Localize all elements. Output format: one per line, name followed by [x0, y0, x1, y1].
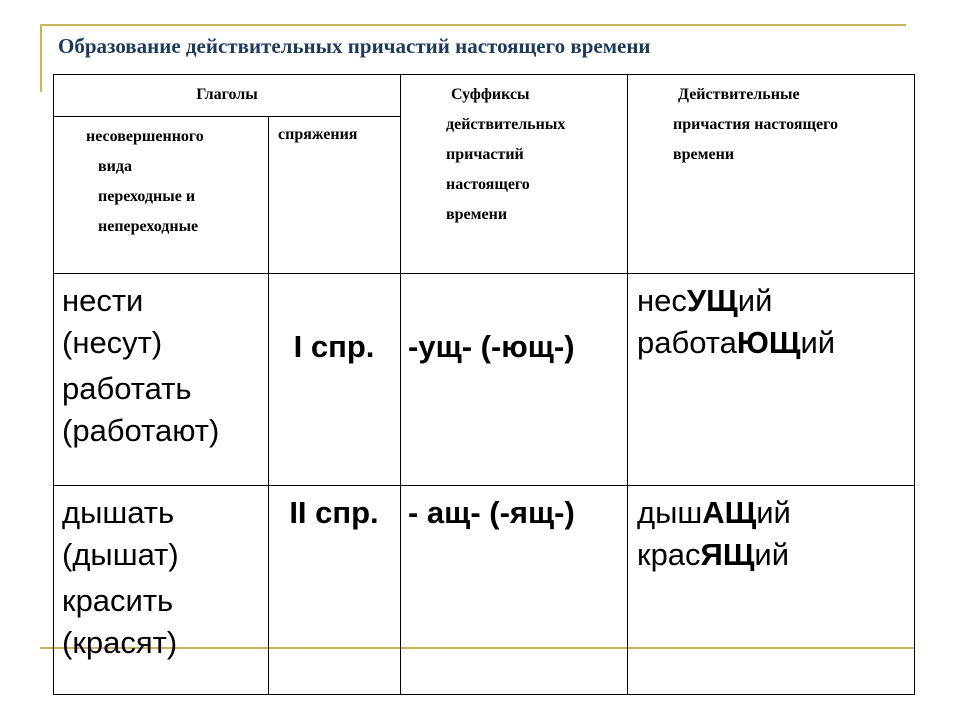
- row-2-participle-2: [637, 534, 914, 576]
- row-1-verb-line-3: работать: [62, 371, 192, 406]
- header-participles: [628, 80, 914, 170]
- header-aspect: [54, 122, 268, 242]
- header-suffixes: [401, 80, 627, 230]
- row-1-verbs: [62, 280, 268, 452]
- participle-ending: ий: [737, 283, 773, 318]
- participle-suffix: УЩ: [686, 283, 738, 318]
- row-2-verb-line-1: дышать: [62, 495, 175, 530]
- table-border-right: [914, 74, 915, 695]
- header-aspect-line-3: переходные и: [98, 188, 196, 205]
- participle-suffix: АЩ: [702, 495, 757, 530]
- participle-stem: дыш: [637, 495, 703, 530]
- header-conjugation: [278, 120, 400, 150]
- participle-ending: ий: [800, 325, 836, 360]
- participle-stem: крас: [637, 537, 701, 572]
- row-1-participles: [637, 280, 914, 364]
- row-1-verb-line-1: нести: [62, 283, 144, 318]
- row-1-conjugation: [268, 326, 400, 368]
- frame-line-left: [40, 24, 42, 92]
- participle-ending: ий: [756, 495, 791, 530]
- column-line-1: [268, 116, 269, 695]
- table-border-top: [53, 74, 915, 75]
- row-2-participles: [637, 492, 914, 576]
- row-2-participle-1: [637, 492, 914, 534]
- row-2-verb-line-3: красить: [62, 583, 174, 618]
- header-split-line: [53, 116, 401, 117]
- header-conjugation-label: спряжения: [278, 126, 358, 143]
- row-1-suffix: [408, 326, 627, 368]
- row-1-verb-line-2: (несут): [62, 325, 163, 360]
- header-aspect-line-1: несовершенного: [86, 128, 204, 145]
- row-1-verb-line-4: (работают): [62, 413, 220, 448]
- participle-ending: ий: [754, 537, 790, 572]
- row-2-suffix: [408, 492, 627, 534]
- row-2-conjugation: [268, 492, 400, 534]
- header-suffix-line-4: настоящего: [446, 176, 530, 193]
- header-suffix-line-5: времени: [446, 206, 508, 223]
- row-1-participle-2: [637, 322, 914, 364]
- participle-stem: нес: [637, 283, 687, 318]
- row-1-conjugation-label: I спр.: [293, 329, 375, 364]
- header-suffix-line-2: действительных: [446, 116, 566, 133]
- participle-suffix: ЯЩ: [700, 537, 755, 572]
- row-1-suffix-label: -ущ- (-ющ-): [408, 329, 575, 364]
- header-bottom-line: [53, 273, 915, 274]
- header-participle-line-1: Действительные: [678, 86, 800, 103]
- row-2-suffix-label: - ащ- (-ящ-): [408, 495, 575, 530]
- header-participle-line-2: причастия настоящего: [673, 116, 838, 133]
- slide-title: Образование действительных причастий настоящего времени: [58, 34, 651, 58]
- participle-suffix: ЮЩ: [736, 325, 801, 360]
- row-2-verb-line-4: (красят): [62, 625, 178, 660]
- header-verbs: [54, 80, 400, 110]
- frame-line-top: [40, 24, 906, 26]
- header-verbs-label: Глаголы: [196, 86, 258, 103]
- row-2-verbs: [62, 492, 268, 664]
- header-suffix-line-1: Суффиксы: [451, 86, 530, 103]
- table-border-bottom: [53, 694, 915, 695]
- row-1-participle-1: [637, 280, 914, 322]
- header-aspect-line-2: вида: [98, 158, 132, 175]
- row-2-conjugation-label: II спр.: [289, 495, 379, 530]
- row-divider-line: [53, 485, 915, 486]
- header-aspect-line-4: непереходные: [98, 218, 199, 235]
- row-2-verb-line-2: (дышат): [62, 537, 179, 572]
- header-suffix-line-3: причастий: [446, 146, 524, 163]
- header-participle-line-3: времени: [673, 146, 735, 163]
- participle-stem: работа: [637, 325, 737, 360]
